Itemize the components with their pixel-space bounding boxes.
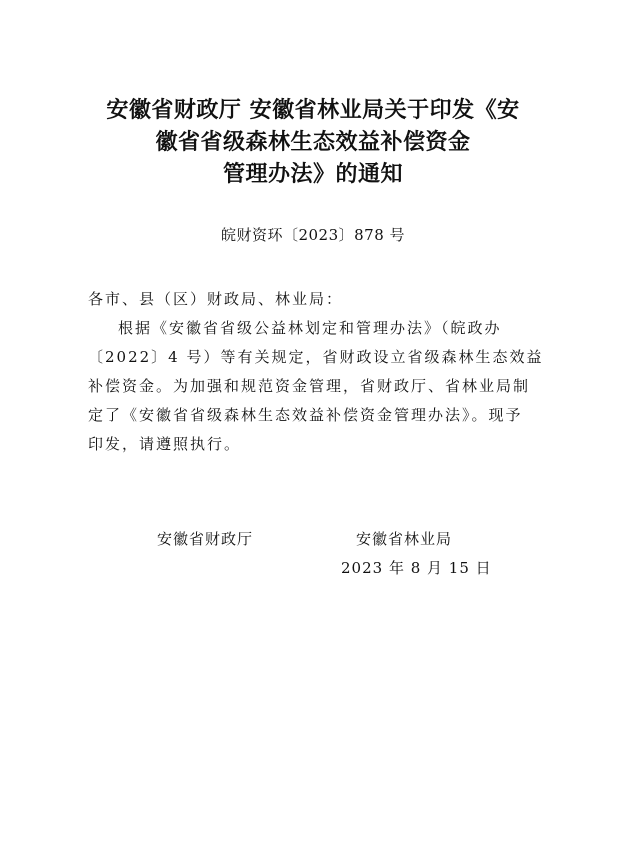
signature-forestry-bureau: 安徽省林业局 — [356, 530, 453, 548]
document-title-line-2: 徽省省级森林生态效益补偿资金 — [155, 129, 471, 155]
document-title-line-3: 管理办法》的通知 — [222, 161, 403, 187]
body-paragraph-line: 根据《安徽省省级公益林划定和管理办法》（皖政办 — [118, 319, 502, 337]
salutation: 各市、县（区）财政局、林业局： — [88, 290, 344, 308]
issue-date: 2023 年 8 月 15 日 — [341, 559, 492, 577]
body-paragraph-line: 补偿资金。为加强和规范资金管理，省财政厅、省林业局制 — [88, 377, 531, 395]
document-number: 皖财资环〔2023〕878 号 — [220, 226, 406, 244]
body-paragraph-line: 〔2022〕4 号）等有关规定，省财政设立省级森林生态效益 — [88, 348, 544, 366]
document-title-line-1: 安徽省财政厅 安徽省林业局关于印发《安 — [106, 97, 520, 123]
body-paragraph-line: 定了《安徽省省级森林生态效益补偿资金管理办法》。现予 — [88, 406, 523, 424]
signature-finance-department: 安徽省财政厅 — [157, 530, 254, 548]
body-paragraph-line: 印发，请遵照执行。 — [88, 435, 242, 453]
